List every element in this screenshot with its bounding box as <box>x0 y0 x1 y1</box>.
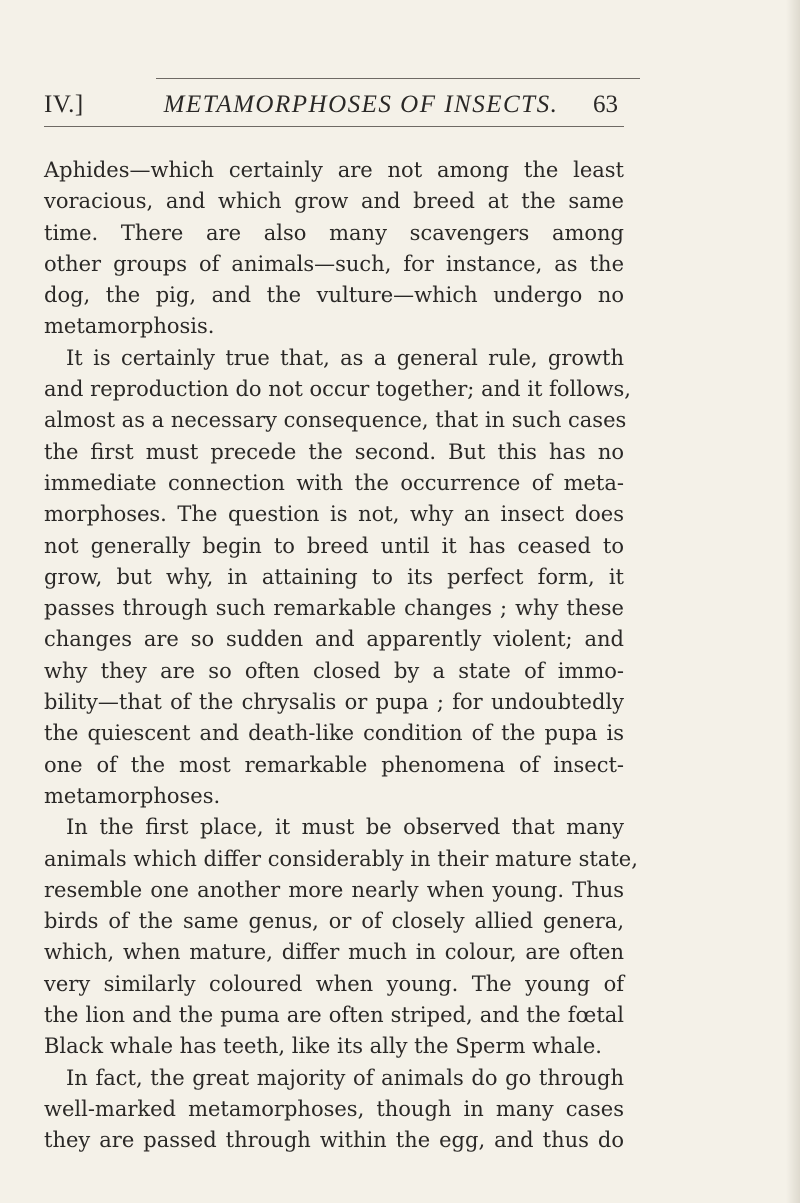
text-line: bility—that of the chrysalis or pupa ; for undoubtedly <box>44 690 624 715</box>
text-line: animals which differ considerably in their mature state, <box>44 846 638 871</box>
text-line: birds of the same genus, or of closely allied genera, <box>44 909 624 934</box>
running-title: METAMORPHOSES OF INSECTS. <box>163 91 559 118</box>
text-line: immediate connection with the occurrence of meta- <box>44 470 624 495</box>
text-line: not generally begin to breed until it has ceased to <box>44 533 624 558</box>
text-line: and reproduction do not occur together; and it follows, <box>44 377 631 402</box>
text-line: almost as a necessary consequence, that in such cases <box>44 408 627 433</box>
text-line: they are passed through within the egg, and thus do <box>44 1128 624 1153</box>
text-line: dog, the pig, and the vulture—which undergo no <box>44 283 624 308</box>
text-line: passes through such remarkable changes ; why these <box>44 596 624 621</box>
text-line: morphoses. The question is not, why an insect does <box>44 502 624 527</box>
text-line: why they are so often closed by a state of immo- <box>44 658 624 683</box>
text-line: resemble one another more nearly when young. Thus <box>44 877 624 902</box>
text-line: the first must precede the second. But this has no <box>44 439 624 464</box>
text-line: the quiescent and death-like condition of the pupa is <box>44 721 624 746</box>
text-line: In fact, the great majority of animals do go through <box>66 1065 624 1090</box>
text-line: grow, but why, in attaining to its perfect form, it <box>44 564 624 589</box>
page-number: 63 <box>593 91 618 118</box>
paragraph-3 <box>44 812 638 1062</box>
page-edge-shadow <box>786 0 800 1203</box>
header-bottom-rule <box>44 126 624 127</box>
text-line: one of the most remarkable phenomena of insect- <box>44 752 624 777</box>
text-line: Aphides—which certainly are not among the least <box>44 158 624 182</box>
paragraph-1 <box>44 155 624 343</box>
text-line: time. There are also many scavengers among <box>44 220 624 245</box>
text-line: changes are so sudden and apparently violent; and <box>44 627 624 652</box>
text-line: the lion and the puma are often striped, and the fœtal <box>44 1003 624 1028</box>
text-line: In the first place, it must be observed that many <box>66 815 624 840</box>
text-line: voracious, and which grow and breed at the same <box>44 189 624 214</box>
text-line: other groups of animals—such, for instance, as the <box>44 251 624 276</box>
text-line: Black whale has teeth, like its ally the Sperm whale. <box>44 1034 602 1059</box>
text-line: It is certainly true that, as a general rule, growth <box>66 345 624 370</box>
paragraph-4 <box>44 1063 624 1157</box>
page-header <box>44 91 628 131</box>
text-line: metamorphosis. <box>44 314 215 339</box>
paragraph-2 <box>44 343 631 812</box>
text-line: which, when mature, differ much in colour, are often <box>44 940 624 965</box>
text-line: metamorphoses. <box>44 783 221 808</box>
text-line: well-marked metamorphoses, though in many cases <box>44 1096 624 1121</box>
chapter-number: IV.] <box>44 91 84 118</box>
header-top-rule <box>156 78 640 79</box>
body-text <box>44 155 638 1157</box>
text-line: very similarly coloured when young. The young of <box>44 971 624 996</box>
